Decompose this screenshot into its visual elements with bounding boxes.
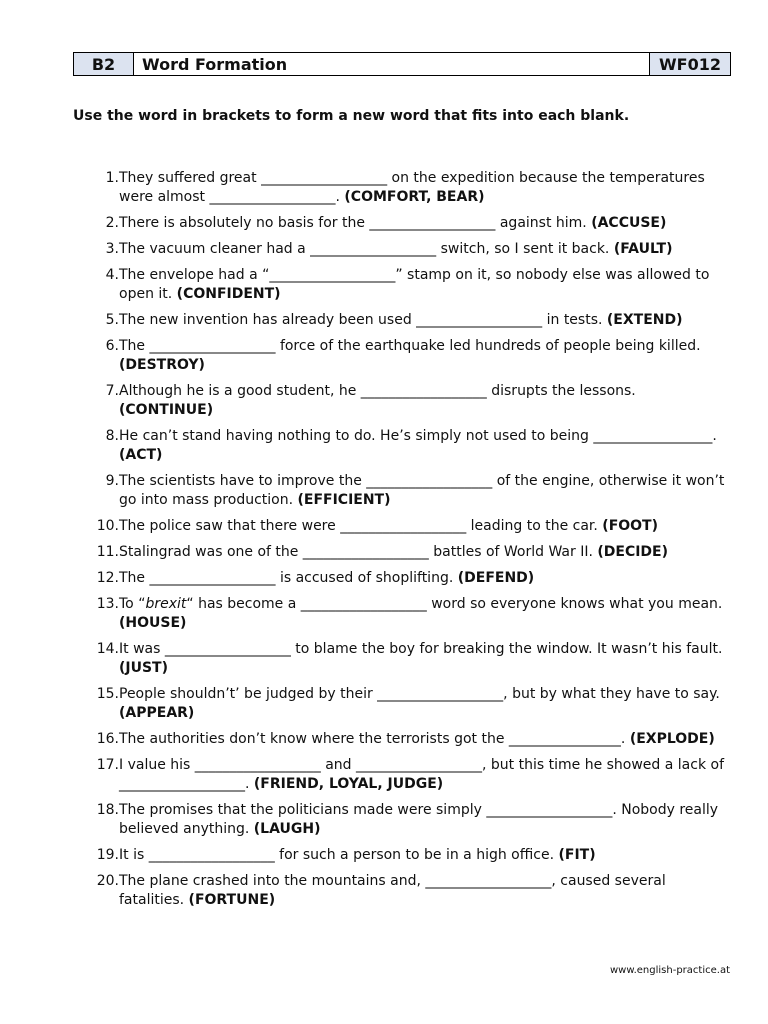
sentence-text: It was __________________ to blame the boy for breaking the window. It wasn’t his fault. — [119, 641, 723, 657]
item-number — [88, 169, 119, 207]
sentence-text: The __________________ force of the earthquake led hundreds of people being killed. — [119, 338, 701, 354]
item-number-label: 11. — [96, 544, 119, 560]
exercise-item — [88, 872, 734, 910]
exercise-list — [88, 169, 734, 917]
sentence-text: They suffered great __________________ on the expedition because the temperatures were almost __________________. — [119, 170, 705, 205]
sentence-text: Stalingrad was one of the __________________ battles of World War II. — [119, 544, 598, 560]
item-sentence — [119, 685, 734, 723]
item-number-label: 18. — [96, 802, 119, 818]
sentence-text: There is absolutely no basis for the __________________ against him. — [119, 215, 592, 231]
item-number-label: 14. — [96, 641, 119, 657]
item-number — [88, 730, 119, 749]
base-word: (EFFICIENT) — [297, 492, 391, 508]
item-number-label: 1. — [105, 170, 119, 186]
exercise-item — [88, 382, 734, 420]
item-number-label: 13. — [96, 596, 119, 612]
exercise-item — [88, 569, 734, 588]
item-number-label: 15. — [96, 686, 119, 702]
item-sentence — [119, 337, 734, 375]
item-sentence — [119, 569, 734, 588]
item-number — [88, 214, 119, 233]
item-number — [88, 640, 119, 678]
item-number — [88, 801, 119, 839]
item-number-label: 17. — [96, 757, 119, 773]
item-number-label: 10. — [96, 518, 119, 534]
item-number-label: 7. — [105, 383, 119, 399]
item-number — [88, 240, 119, 259]
base-word: (DEFEND) — [457, 570, 535, 586]
item-sentence — [119, 756, 734, 794]
item-number — [88, 543, 119, 562]
worksheet-title: Word Formation — [134, 53, 650, 75]
sentence-text: The scientists have to improve the __________________ of the engine, otherwise it won’t go into mass production. — [119, 473, 725, 508]
item-sentence — [119, 472, 734, 510]
base-word: (EXPLODE) — [629, 731, 715, 747]
sentence-text: The plane crashed into the mountains and, __________________, caused several fatalities. — [119, 873, 666, 908]
item-sentence — [119, 266, 734, 304]
item-number — [88, 311, 119, 330]
item-sentence — [119, 543, 734, 562]
exercise-item — [88, 543, 734, 562]
sentence-text: The promises that the politicians made were simply __________________. Nobody really believed anything. — [119, 802, 719, 837]
base-word: (EXTEND) — [606, 312, 683, 328]
exercise-item — [88, 595, 734, 633]
sentence-text: Although he is a good student, he __________________ disrupts the lessons. — [119, 383, 636, 399]
item-sentence — [119, 730, 734, 749]
footer-url: www.english-practice.at — [609, 965, 730, 976]
item-sentence — [119, 427, 734, 465]
exercise-item — [88, 640, 734, 678]
item-sentence — [119, 311, 734, 330]
exercise-item — [88, 756, 734, 794]
base-word: (FIT) — [558, 847, 596, 863]
exercise-item — [88, 472, 734, 510]
base-word: (COMFORT, BEAR) — [344, 189, 485, 205]
sentence-text: The authorities don’t know where the terrorists got the ________________. — [119, 731, 630, 747]
worksheet-header — [73, 52, 731, 76]
sentence-text: I value his __________________ and __________________, but this time he showed a lack of __________________. — [119, 757, 725, 792]
item-number-label: 19. — [96, 847, 119, 863]
exercise-item — [88, 266, 734, 304]
worksheet-code: WF012 — [650, 53, 730, 75]
item-sentence — [119, 382, 734, 420]
sentence-prefix: To “ — [119, 596, 146, 612]
exercise-item — [88, 801, 734, 839]
base-word: (FRIEND, LOYAL, JUDGE) — [253, 776, 444, 792]
base-word: (HOUSE) — [119, 615, 187, 631]
item-number-label: 3. — [105, 241, 119, 257]
item-sentence — [119, 240, 734, 259]
sentence-text: He can’t stand having nothing to do. He’s simply not used to being _________________. — [119, 428, 717, 444]
item-number — [88, 685, 119, 723]
exercise-item — [88, 240, 734, 259]
item-number-label: 9. — [105, 473, 119, 489]
base-word: (CONTINUE) — [119, 402, 214, 418]
base-word: (APPEAR) — [119, 705, 195, 721]
exercise-item — [88, 311, 734, 330]
exercise-item — [88, 730, 734, 749]
exercise-item — [88, 427, 734, 465]
sentence-text: The envelope had a “__________________” stamp on it, so nobody else was allowed to open it. — [119, 267, 710, 302]
base-word: (ACCUSE) — [591, 215, 667, 231]
base-word: (DECIDE) — [597, 544, 669, 560]
base-word: (FORTUNE) — [188, 892, 276, 908]
item-number-label: 20. — [96, 873, 119, 889]
sentence-text: The police saw that there were __________________ leading to the car. — [119, 518, 603, 534]
item-number — [88, 266, 119, 304]
base-word: (LAUGH) — [253, 821, 321, 837]
item-sentence — [119, 169, 734, 207]
item-sentence — [119, 872, 734, 910]
item-number — [88, 337, 119, 375]
sentence-text: It is __________________ for such a person to be in a high office. — [119, 847, 559, 863]
base-word: (DESTROY) — [119, 357, 205, 373]
exercise-item — [88, 846, 734, 865]
item-sentence — [119, 595, 734, 633]
exercise-item — [88, 169, 734, 207]
sentence-text: The new invention has already been used __________________ in tests. — [119, 312, 607, 328]
item-number-label: 4. — [105, 267, 119, 283]
base-word: (FOOT) — [602, 518, 659, 534]
exercise-item — [88, 337, 734, 375]
item-number — [88, 595, 119, 633]
item-number-label: 8. — [105, 428, 119, 444]
base-word: (ACT) — [119, 447, 163, 463]
item-number — [88, 756, 119, 794]
item-sentence — [119, 846, 734, 865]
item-sentence — [119, 801, 734, 839]
exercise-item — [88, 517, 734, 536]
item-number — [88, 517, 119, 536]
sentence-text: People shouldn’t’ be judged by their __________________, but by what they have to say. — [119, 686, 720, 702]
item-number — [88, 472, 119, 510]
exercise-item — [88, 214, 734, 233]
item-number — [88, 872, 119, 910]
item-sentence — [119, 517, 734, 536]
exercise-item — [88, 685, 734, 723]
item-number-label: 12. — [96, 570, 119, 586]
item-number — [88, 846, 119, 865]
instructions: Use the word in brackets to form a new word that fits into each blank. — [73, 108, 630, 124]
sentence-text: “ has become a __________________ word so everyone knows what you mean. — [186, 596, 723, 612]
item-sentence — [119, 640, 734, 678]
item-number-label: 6. — [105, 338, 119, 354]
level-badge: B2 — [74, 53, 134, 75]
item-number-label: 2. — [105, 215, 119, 231]
item-number — [88, 569, 119, 588]
item-number-label: 16. — [96, 731, 119, 747]
sentence-text: The vacuum cleaner had a __________________ switch, so I sent it back. — [119, 241, 614, 257]
base-word: (FAULT) — [613, 241, 673, 257]
base-word: (JUST) — [119, 660, 169, 676]
sentence-emphasis: brexit — [145, 596, 187, 612]
item-number — [88, 427, 119, 465]
sentence-text: The __________________ is accused of shoplifting. — [119, 570, 458, 586]
item-number-label: 5. — [105, 312, 119, 328]
item-sentence — [119, 214, 734, 233]
base-word: (CONFIDENT) — [176, 286, 281, 302]
item-number — [88, 382, 119, 420]
